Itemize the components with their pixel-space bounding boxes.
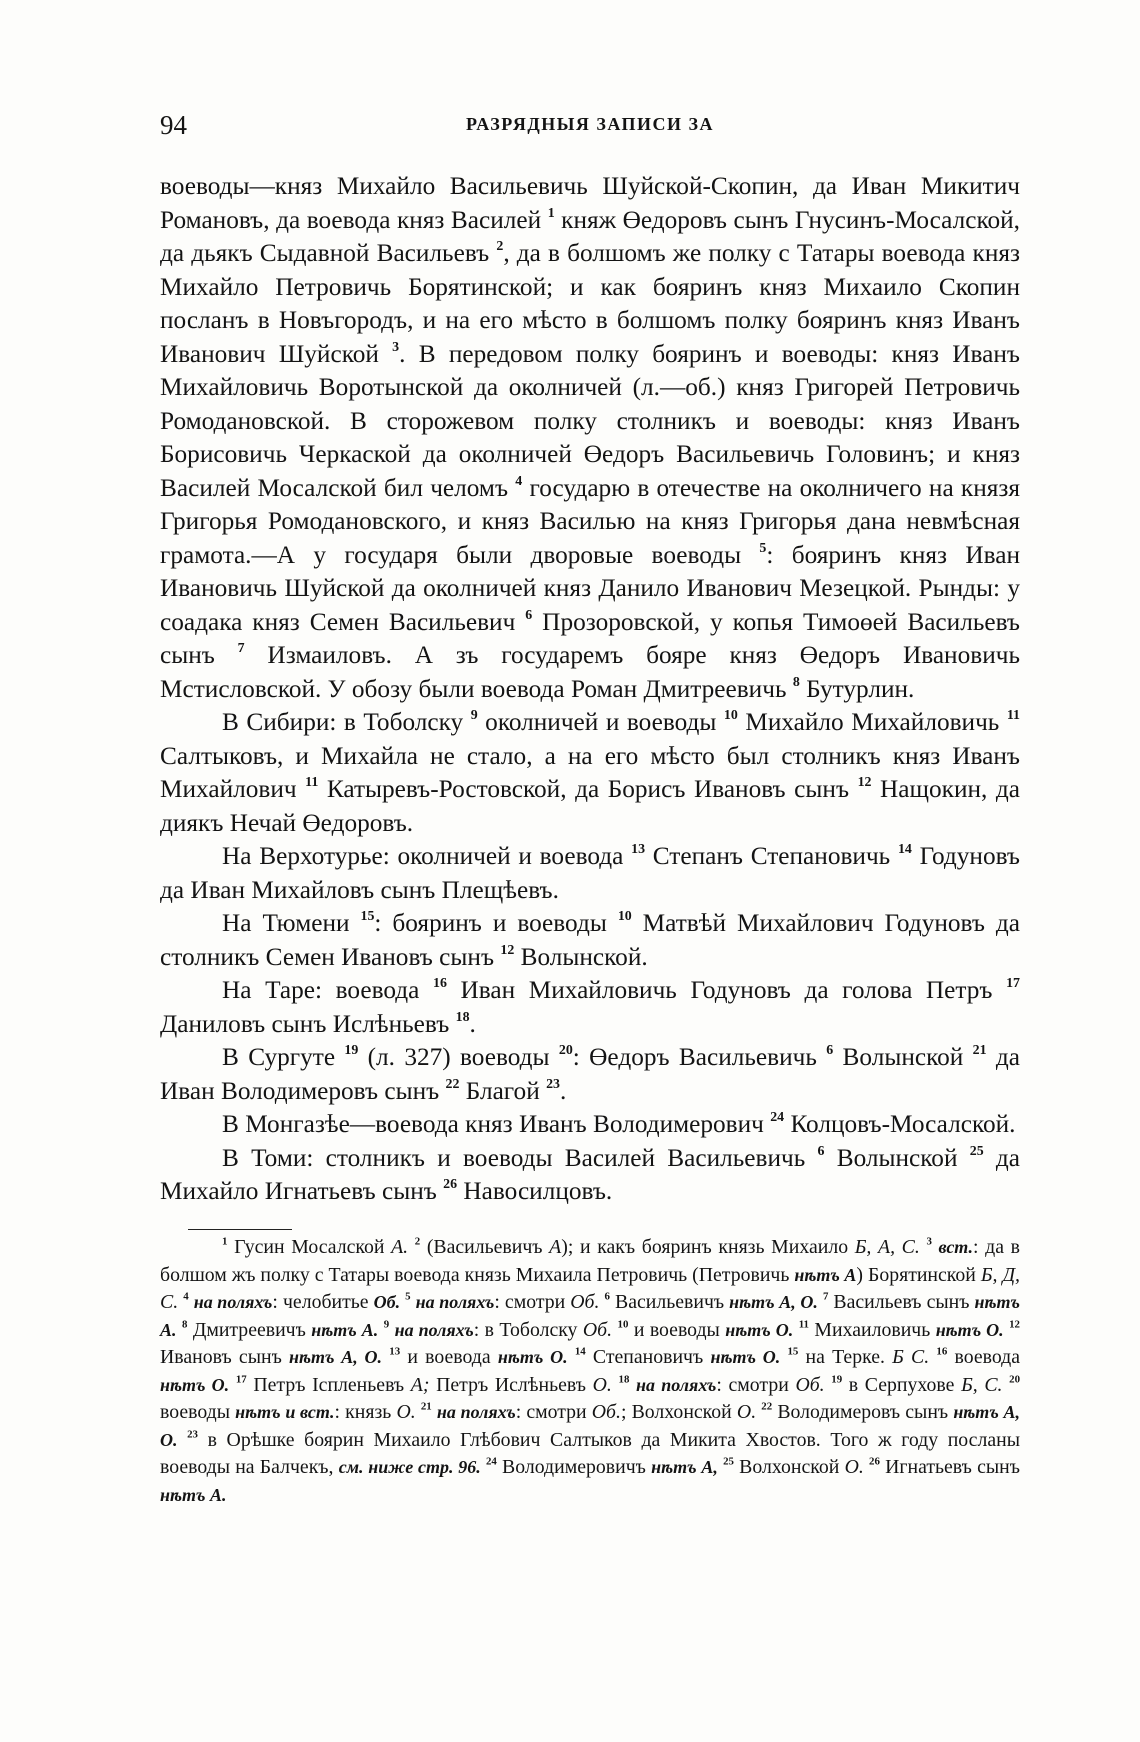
note-ref: 6 — [525, 607, 533, 623]
note-ref: 19 — [344, 1042, 359, 1058]
paragraph-siberia: В Сибири: в Тоболску $^9$ околничей и воеводы $^{10}$ Михайло Михайловичь $^{11}$ Салтыковъ, и Михайла не стало, а на его мѣсто был столникъ княз Иванъ Михайлович $^{11}$ Катыревъ-Ростовской, да Борисъ Ивановъ сынъ $^{12}$ Нащокин, да диякъ Нечай Өедоровъ. — [160, 707, 1020, 837]
note-ref: 10 — [617, 908, 632, 924]
paragraph-mangazeya: В Монгазѣе—воевода княз Иванъ Володимерович $^{24}$ Колцовъ-Мосалской. — [222, 1109, 1016, 1138]
note-ref: 8 — [792, 674, 800, 690]
note-ref: 15 — [360, 908, 375, 924]
paragraph-tara: На Таре: воевода $^{16}$ Иван Михайловичь Годуновъ да голова Петръ $^{17}$ Даниловъ сынъ Ислѣньевъ $^{18}$. — [160, 975, 1020, 1038]
note-ref: 23 — [546, 1076, 560, 1092]
note-ref: 25 — [969, 1143, 984, 1159]
note-ref: 22 — [445, 1076, 460, 1092]
paragraph-tyumen: На Тюмени $^{15}$: бояринъ и воеводы $^{10}$ Матвѣй Михайлович Годуновъ да столникъ Семен Ивановъ сынъ $^{12}$ Волынской. — [160, 908, 1021, 971]
footnote-divider — [188, 1229, 292, 1230]
page-number: 94 — [160, 110, 187, 140]
note-ref: 1 — [547, 205, 555, 221]
note-ref: 11 — [305, 774, 319, 790]
paragraph-surgut: В Сургуте $^{19}$ (л. 327) воеводы $^{20}$: Өедоръ Васильевичь $^6$ Волынской $^{21}$ да Иван Володимеровъ сынъ $^{22}$ Благой $^{23}$. — [160, 1042, 1020, 1105]
note-ref: 2 — [496, 238, 504, 254]
note-ref: 18 — [455, 1009, 470, 1025]
page-header — [160, 110, 1020, 144]
paragraph-tomsk: В Томи: столникъ и воеводы Василей Васильевичь $^6$ Волынской $^{25}$ да Михайло Игнатьевъ сынъ $^{26}$ Навосилцовъ. — [160, 1143, 1020, 1205]
note-ref: 10 — [723, 707, 738, 723]
paragraph-verkhoturye: На Верхотурье: околничей и воевода $^{13}$ Степанъ Степановичь $^{14}$ Годуновъ да Иван Михайловъ сынъ Плещѣевъ. — [160, 841, 1020, 904]
footnotes — [160, 1234, 1020, 1509]
note-ref: 11 — [1006, 707, 1020, 723]
main-text — [160, 170, 1020, 1209]
note-ref: 7 — [237, 640, 245, 656]
note-ref: 21 — [972, 1042, 987, 1058]
note-ref: 12 — [857, 774, 872, 790]
note-ref: 12 — [500, 942, 515, 958]
note-ref: 3 — [392, 339, 400, 355]
running-title: РАЗРЯДНЫЯ ЗАПИСИ ЗА — [466, 114, 714, 134]
paragraph-campaign: воеводы—княз Михайло Васильевичь Шуйской-Скопин, да Иван Микитич Романовъ, да воевода княз Василей $^1$ княж Өедоровъ сынъ Гнусинъ-Мосалской, да дьякъ Сыдавной Васильевъ $^2$, да в болшомъ же полку с Татары воевода княз Михайло Петровичь Борятинской; и как бояринъ княз Михаило Скопин посланъ в Новъгородъ, и на его мѣсто в болшомъ полку бояринъ княз Иванъ Иванович Шуйской $^3$. В передовом полку бояринъ и воеводы: княз Иванъ Михайловичь Воротынской да околничей (л.—об.) княз Григорей Петровичь Ромодановской. В сторожевом полку столникъ и воеводы: княз Иванъ Борисовичь Черкаской да околничей Өедоръ Васильевичь Головинъ; и княз Василей Мосалской бил челомъ $^4$ государю в отечестве на околничего на князя Григорья Ромодановского, и княз Василью на княз Григорья дана невмѣсная грамота.—А у государя были дворовые воеводы $^5$: бояринъ княз Иван Ивановичь Шуйской да околничей княз Данило Иванович Мезецкой. Рынды: у соадака княз Семен Васильевич $^6$ Прозоровской, у копья Тимоөей Васильевъ сынъ $^7$ Измаиловъ. А зъ государемъ бояре княз Өедоръ Ивановичь Мстисловской. У обозу были воевода Роман Дмитреевичь $^8$ Бутурлин. — [160, 172, 1021, 703]
note-ref: 24 — [770, 1109, 785, 1125]
note-ref: 16 — [432, 975, 447, 991]
note-ref: 6 — [826, 1042, 834, 1058]
note-ref: 26 — [443, 1176, 458, 1192]
note-ref: 13 — [631, 841, 646, 857]
footnote-text: $^1$ Гусин Мосалской А. $^2$ (Васильевичъ А); и какъ бояринъ князь Михаило Б, А, С. $^3$ вст.: да в болшом жъ полку с Татары воевода князь Михаила Петровичь (Петровичь нѣтъ А) Борятинской Б, Д, С. $^4$ на поляхъ: челобитье Об. $^5$ на поляхъ: смотри Об. $^6$ Васильевичъ нѣтъ А, О. $^7$ Васильевъ сынъ нѣтъ А. $^8$ Дмитреевичъ нѣтъ А. $^9$ на поляхъ: в Тоболску Об. $^{10}$ и воеводы нѣтъ О. $^{11}$ Михаиловичь нѣтъ О. $^{12}$ Ивановъ сынъ нѣтъ А, О. $^{13}$ и воевода нѣтъ О. $^{14}$ Степановичъ нѣтъ О. $^{15}$ на Терке. Б С. $^{16}$ воевода нѣтъ О. $^{17}$ Петръ Іспленьевъ А; Петръ Ислѣньевъ О. $^{18}$ на поляхъ: смотри Об. $^{19}$ в Серпухове Б, С. $^{20}$ воеводы нѣтъ и вст.: князь О. $^{21}$ на поляхъ: смотри Об.; Волхонской О. $^{22}$ Володимеровъ сынъ нѣтъ А, О. $^{23}$ в Орѣшке боярин Михаило Глѣбович Салтыков да Микита Хвостов. Того ж году посланы воеводы на Балчекъ, см. ниже стр. 96. $^{24}$ Володимеровичъ нѣтъ А, $^{25}$ Волхонской О. $^{26}$ Игнатьевъ сынъ нѣтъ А. — [160, 1235, 1020, 1505]
note-ref: 6 — [817, 1143, 825, 1159]
note-ref: 17 — [1006, 975, 1020, 991]
note-ref: 9 — [470, 707, 478, 723]
note-ref: 14 — [897, 841, 912, 857]
note-ref: 20 — [558, 1042, 573, 1058]
note-ref: 4 — [515, 473, 523, 489]
note-ref: 5 — [759, 540, 767, 556]
